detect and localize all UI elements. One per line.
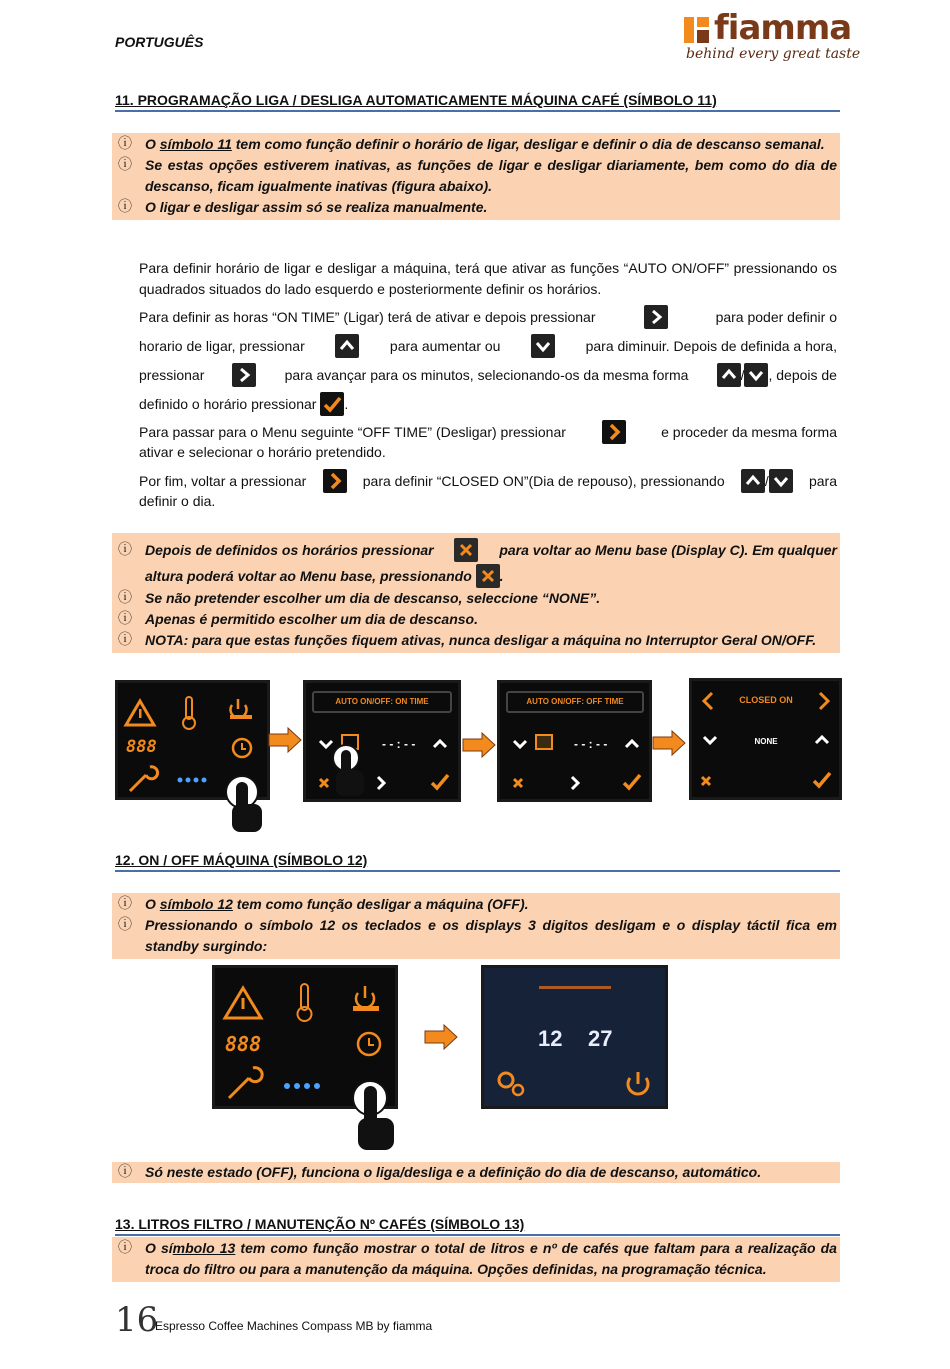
up-arrow-icon bbox=[335, 334, 359, 358]
dots-indicator bbox=[284, 1083, 320, 1089]
section-12-title: 12. ON / OFF MÁQUINA (SÍMBOLO 12) bbox=[115, 852, 840, 872]
on-time-title: AUTO ON/OFF: ON TIME bbox=[312, 691, 452, 713]
down-arrow-icon bbox=[769, 469, 793, 493]
language-label: PORTUGUÊS bbox=[115, 34, 204, 50]
display-standby-screen[interactable] bbox=[481, 965, 668, 1109]
info-note: ⓘ O ligar e desligar assim só se realiza manualmente. bbox=[115, 197, 837, 218]
footer-text: Espresso Coffee Machines Compass MB by fiamma bbox=[155, 1319, 433, 1333]
right-arrow-icon bbox=[462, 732, 496, 758]
paragraph-off-time-line1: Para passar para o Menu seguinte “OFF TIME” (Desligar) pressionar e proceder da mesma forma bbox=[139, 421, 837, 442]
info-icon: ⓘ bbox=[118, 1240, 132, 1256]
standby-icons bbox=[484, 968, 665, 1106]
hand-pointer-icon bbox=[350, 1078, 398, 1152]
section-11-info-box bbox=[112, 133, 840, 220]
info-note: ⓘ Se não pretender escolher um dia de descanso, seleccione “NONE”. bbox=[115, 588, 837, 609]
next-orange-arrow-icon bbox=[602, 420, 626, 444]
digit-display: 888 bbox=[225, 1032, 262, 1056]
power-icon bbox=[231, 699, 247, 718]
digit-display: 888 bbox=[126, 737, 157, 757]
power-icon bbox=[356, 986, 374, 1008]
display-off-time-screen[interactable] bbox=[497, 680, 652, 802]
standby-minutes: 27 bbox=[588, 1026, 613, 1051]
info-icon: ⓘ bbox=[118, 199, 132, 215]
section-13-title: 13. LITROS FILTRO / MANUTENÇÃO Nº CAFÉS (SÍMBOLO 13) bbox=[115, 1216, 840, 1236]
logo-mark-icon bbox=[682, 15, 712, 45]
warning-icon bbox=[225, 988, 261, 1018]
group-icon bbox=[353, 1006, 379, 1011]
display-closed-on-screen[interactable] bbox=[689, 678, 842, 800]
info-note: ⓘ O símbolo 13 tem como função mostrar o total de litros e nº de cafés que faltam para a realização da troca do filtro ou para a manutenção da máquina. Opções definidas, na programação técnica. bbox=[115, 1238, 837, 1280]
time-placeholder: - - : - - bbox=[382, 737, 416, 751]
dotted-bar bbox=[539, 986, 611, 989]
info-icon: ⓘ bbox=[118, 917, 132, 933]
paragraph-off-time-line2: ativar e selecionar o horário pretendido. bbox=[139, 444, 386, 460]
page-number: 16 bbox=[115, 1300, 159, 1340]
next-orange-arrow-icon bbox=[323, 469, 347, 493]
info-note: ⓘ Só neste estado (OFF), funciona o liga/desliga e a definição do dia de descanso, automático. bbox=[115, 1162, 837, 1183]
fiamma-logo bbox=[682, 8, 861, 68]
section-12-note-after bbox=[112, 1162, 840, 1183]
info-note: ⓘ Pressionando o símbolo 12 os teclados e os displays 3 digitos desligam e o display táctil fica em standby surgindo: bbox=[115, 915, 837, 957]
info-note: ⓘ Se estas opções estiverem inativas, as funções de ligar e desligar diariamente, bem como do dia de descanso, ficam igualmente inativas (figura abaixo). bbox=[115, 155, 837, 197]
next-arrow-icon bbox=[644, 305, 668, 329]
info-icon: ⓘ bbox=[118, 590, 132, 606]
info-note: ⓘ Depois de definidos os horários pressionar para voltar ao Menu base (Display C). Em qualquer bbox=[115, 536, 837, 564]
thermometer-icon bbox=[298, 984, 312, 1021]
hand-pointer-icon bbox=[222, 772, 268, 834]
info-icon: ⓘ bbox=[118, 632, 132, 648]
section-12-info-box bbox=[112, 893, 840, 959]
up-arrow-icon bbox=[741, 469, 765, 493]
paragraph-closed-on-line1: Por fim, voltar a pressionar para definir “CLOSED ON”(Dia de repouso), pressionando / para bbox=[139, 470, 837, 491]
paragraph-on-time-line3: pressionar para avançar para os minutos, selecionando-os da mesma forma / , depois de bbox=[139, 364, 837, 385]
right-arrow-icon bbox=[268, 727, 302, 753]
wrench-icon bbox=[229, 1068, 262, 1098]
time-placeholder: - - : - - bbox=[574, 737, 608, 751]
info-icon: ⓘ bbox=[118, 542, 132, 558]
info-note: ⓘ O símbolo 11 tem como função definir o horário de ligar, desligar e definir o dia de descanso semanal. bbox=[115, 134, 837, 155]
confirm-check-icon bbox=[320, 392, 344, 416]
back-x-icon bbox=[476, 564, 500, 588]
down-arrow-icon bbox=[531, 334, 555, 358]
paragraph-on-time-line2: horario de ligar, pressionar para aumentar ou para diminuir. Depois de definida a hora, bbox=[139, 335, 837, 356]
info-icon: ⓘ bbox=[118, 157, 132, 173]
thermometer-icon bbox=[183, 697, 195, 729]
paragraph-auto-on-off: Para definir horário de ligar e desligar a máquina, terá que ativar as funções “AUTO ON/OFF” pressionando os quadrados situados do lado esquerdo e posteriormente definir os horários. bbox=[139, 260, 837, 297]
info-icon: ⓘ bbox=[118, 136, 132, 152]
power-icon bbox=[628, 1072, 648, 1094]
off-time-title: AUTO ON/OFF: OFF TIME bbox=[506, 691, 644, 713]
group-icon bbox=[230, 715, 252, 719]
hand-pointer-icon bbox=[328, 742, 368, 798]
dots-indicator bbox=[178, 778, 207, 783]
info-note: ⓘ NOTA: para que estas funções fiquem ativas, nunca desligar a máquina no Interruptor Geral ON/OFF. bbox=[115, 630, 837, 651]
info-note-continued: altura poderá voltar ao Menu base, pressionando . bbox=[115, 564, 837, 588]
info-icon: ⓘ bbox=[118, 611, 132, 627]
settings-gears-icon bbox=[499, 1073, 523, 1095]
section-11-title: 11. PROGRAMAÇÃO LIGA / DESLIGA AUTOMATICAMENTE MÁQUINA CAFÉ (SÍMBOLO 11) bbox=[115, 92, 840, 112]
back-x-icon bbox=[454, 538, 478, 562]
info-icon: ⓘ bbox=[118, 1164, 132, 1180]
down-arrow-icon bbox=[744, 363, 768, 387]
closed-on-title: CLOSED ON bbox=[739, 695, 793, 705]
section-11-notes-box bbox=[112, 533, 840, 653]
info-note: ⓘ Apenas é permitido escolher um dia de descanso. bbox=[115, 609, 837, 630]
stopwatch-icon bbox=[233, 739, 251, 757]
closed-on-value: NONE bbox=[754, 737, 778, 746]
paragraph-on-time-line1: Para definir as horas “ON TIME” (Ligar) terá de ativar e depois pressionar para poder definir o bbox=[139, 306, 837, 327]
section-13-info-box bbox=[112, 1237, 840, 1282]
stopwatch-icon bbox=[358, 1033, 380, 1055]
paragraph-closed-on-line2: definir o dia. bbox=[139, 493, 216, 509]
up-arrow-icon bbox=[717, 363, 741, 387]
wrench-icon bbox=[130, 767, 158, 791]
right-arrow-icon bbox=[424, 1024, 458, 1050]
display-on-time-screen[interactable] bbox=[303, 680, 461, 802]
standby-hours: 12 bbox=[538, 1026, 563, 1051]
logo-wordmark: fiamma bbox=[714, 8, 852, 48]
paragraph-on-time-line4: definido o horário pressionar . bbox=[139, 393, 348, 414]
right-arrow-icon bbox=[652, 730, 686, 756]
next-arrow-icon bbox=[232, 363, 256, 387]
logo-tagline: behind every great taste bbox=[686, 46, 861, 62]
info-note: ⓘ O símbolo 12 tem como função desligar a máquina (OFF). bbox=[115, 894, 837, 915]
warning-icon bbox=[126, 701, 154, 725]
info-icon: ⓘ bbox=[118, 896, 132, 912]
